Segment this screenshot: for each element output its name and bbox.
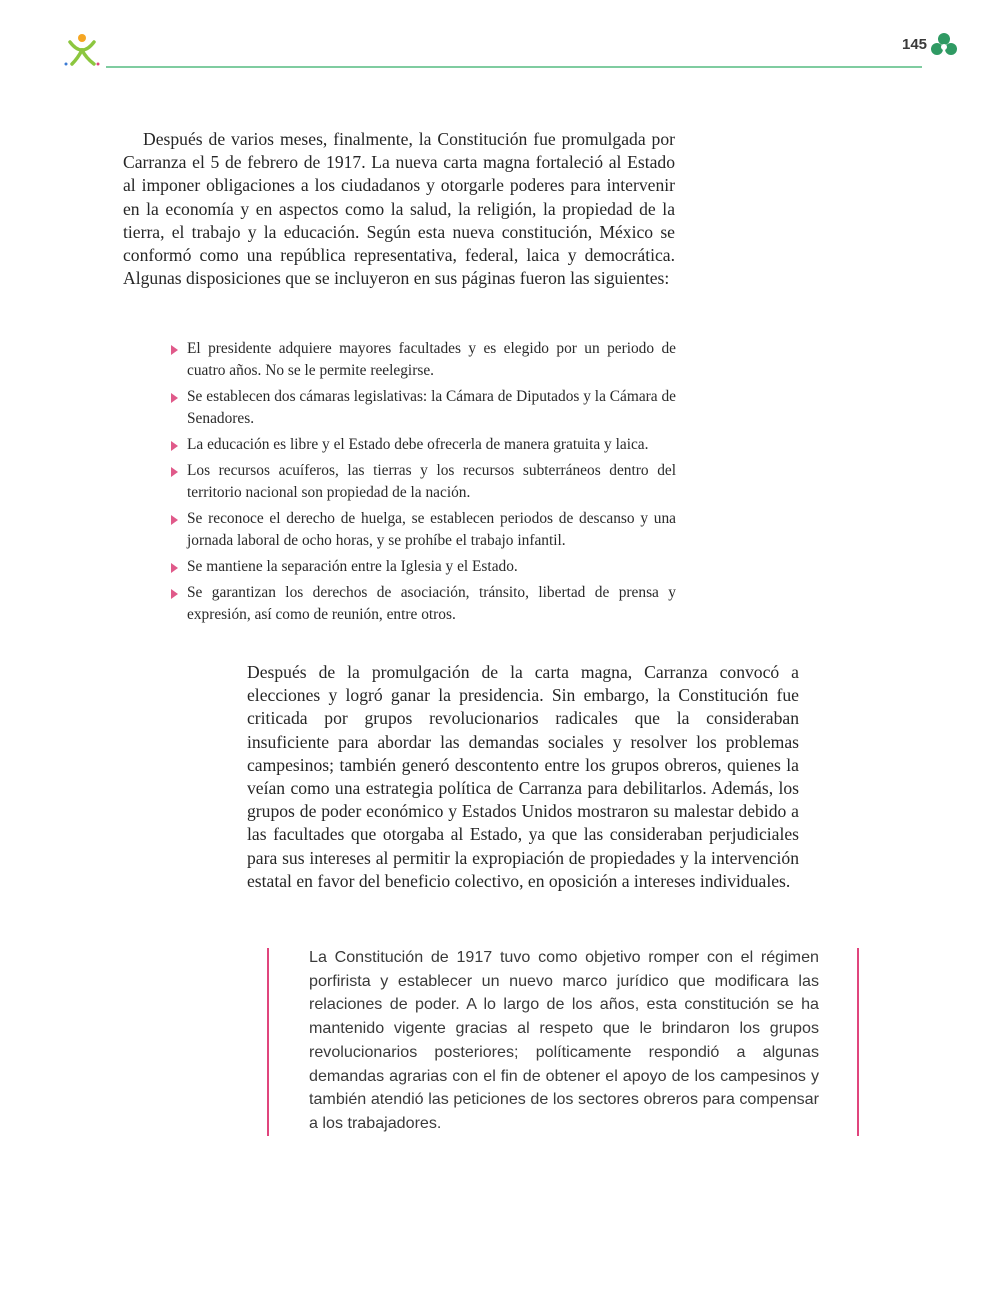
list-item	[168, 460, 676, 505]
bullet-triangle-icon	[171, 515, 178, 525]
list-item	[168, 556, 676, 578]
page-number: 145	[902, 36, 928, 53]
intro-paragraph: Después de varios meses, finalmente, la Constitución fue promulgada por Carranza el 5 de febrero de 1917. La nueva carta magna fortaleció al Estado al imponer obligaciones a los ciudadanos y otorgarle poderes para intervenir en la economía y en aspectos como la salud, la religión, la propiedad de la tierra, el trabajo y la educación. Según esta nueva constitución, México se conformó como una república representativa, federal, laica y democrática. Algunas disposiciones que se incluyeron en sus páginas fueron las siguientes:	[123, 129, 675, 289]
list-item	[168, 434, 676, 456]
list-item-text: Se reconoce el derecho de huelga, se establecen periodos de descanso y una jornada laboral de ocho horas, y se prohíbe el trabajo infantil.	[187, 510, 676, 550]
list-item	[168, 386, 676, 431]
note-left-border	[267, 948, 269, 1136]
bullet-triangle-icon	[171, 345, 178, 355]
list-item-text: Se mantiene la separación entre la Iglesia y el Estado.	[187, 558, 518, 576]
list-item-text: Se garantizan los derechos de asociación, tránsito, libertad de prensa y expresión, así como de reunión, entre otros.	[187, 583, 676, 624]
second-paragraph: Después de la promulgación de la carta magna, Carranza convocó a elecciones y logró ganar la presidencia. Sin embargo, la Constitución fue criticada por grupos revolucionarios radicales que la consideraban insuficiente para abordar las demandas sociales y resolver los problemas campesinos; también generó descontento entre los grupos obreros, quienes la veían como una estrategia política de Carranza para debilitarlos. Además, los grupos de poder económico y Estados Unidos mostraron su malestar debido a las facultades que otorgaba al Estado, ya que las consideraban perjudiciales para sus intereses al permitir la expropiación de propiedades y la intervención estatal en favor del beneficio colectivo, en oposición a intereses individuales.	[247, 662, 799, 891]
list-item	[168, 508, 676, 553]
note-right-border	[857, 948, 859, 1136]
bullet-triangle-icon	[171, 441, 178, 451]
bullet-triangle-icon	[171, 467, 178, 477]
bullet-triangle-icon	[171, 393, 178, 403]
provisions-list	[168, 338, 676, 630]
list-item	[168, 338, 676, 383]
three-leaf-cluster-icon	[930, 32, 958, 58]
header-rule	[106, 66, 922, 68]
list-item	[168, 582, 676, 627]
list-item-text: Los recursos acuíferos, las tierras y los recursos subterráneos dentro del territorio nacional son propiedad de la nación.	[187, 461, 676, 502]
bullet-triangle-icon	[171, 589, 178, 599]
bullet-triangle-icon	[171, 563, 178, 573]
note-box-text: La Constitución de 1917 tuvo como objetivo romper con el régimen porfirista y establecer un nuevo marco jurídico que modificara las relaciones de poder. A lo largo de los años, esta constitución se ha mantenido vigente gracias al respeto que le brindaron los grupos revolucionarios posteriores; políticamente respondió a algunas demandas agrarias con el fin de obtener el apoyo de los campesinos y también atendió las peticiones de los sectores obreros para compensar a los trabajadores.	[309, 948, 819, 1132]
list-item-text: La educación es libre y el Estado debe ofrecerla de manera gratuita y laica.	[187, 436, 649, 454]
list-item-text: Se establecen dos cámaras legislativas: la Cámara de Diputados y la Cámara de Senadores.	[187, 388, 676, 428]
person-figure-icon	[62, 30, 102, 70]
list-item-text: El presidente adquiere mayores facultades y es elegido por un periodo de cuatro años. No se le permite reelegirse.	[187, 340, 676, 380]
